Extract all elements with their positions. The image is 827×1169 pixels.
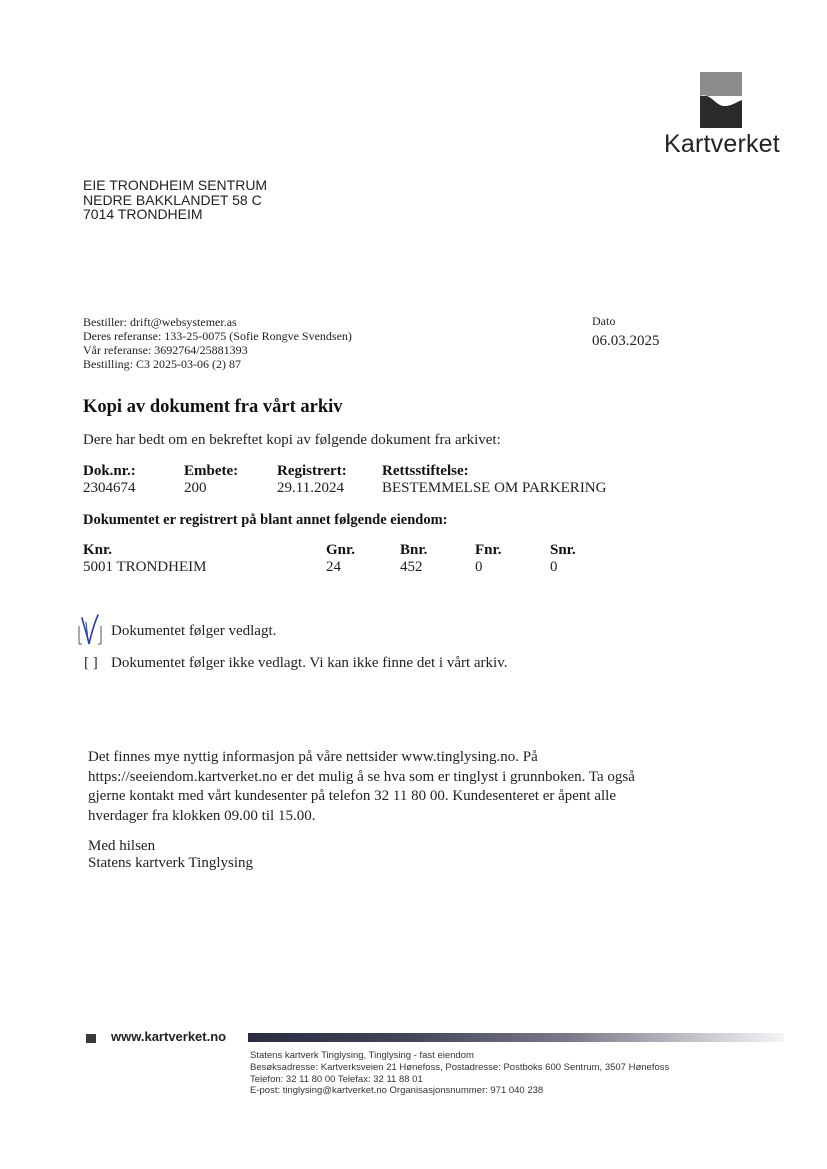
- footer-square-icon: [86, 1034, 96, 1043]
- footer-gradient-bar: [248, 1033, 784, 1042]
- closing-block: [88, 838, 253, 872]
- municipality-column: [83, 542, 206, 576]
- office-label: Embete:: [184, 463, 239, 479]
- recipient-address: [83, 178, 267, 222]
- footer-contact-info: [250, 1050, 669, 1097]
- closing-greeting: Med hilsen: [88, 838, 156, 854]
- footer-line: Telefon: 32 11 80 00 Telefax: 32 11 88 01: [250, 1073, 423, 1085]
- date-value: 06.03.2025: [592, 333, 660, 349]
- fnr-label: Fnr.: [475, 542, 502, 558]
- bnr-value: 452: [400, 559, 423, 575]
- right-type-value: BESTEMMELSE OM PARKERING: [382, 480, 607, 496]
- kartverket-logo: [660, 70, 790, 160]
- footer-line: Besøksadresse: Kartverksveien 21 Hønefoss, Postadresse: Postboks 600 Sentrum, 3507 Hønefoss: [250, 1061, 670, 1073]
- address-line: NEDRE BAKKLANDET 58 C: [83, 191, 262, 208]
- date-block: [592, 314, 660, 350]
- not-attached-option-text: Dokumentet følger ikke vedlagt. Vi kan ikke finne det i vårt arkiv.: [111, 655, 508, 671]
- info-line: hverdager fra klokken 09.00 til 15.00.: [88, 807, 316, 824]
- info-line: https://seeiendom.kartverket.no er det mulig å se hva som er tinglyst i grunnboken. Ta også: [88, 768, 635, 785]
- attached-option-text: Dokumentet følger vedlagt.: [111, 623, 277, 639]
- date-label: Dato: [592, 314, 616, 328]
- reference-line: Bestiller: drift@websystemer.as: [83, 315, 237, 329]
- office-column: [184, 463, 238, 497]
- not-attached-checkbox: [ ]: [84, 655, 98, 671]
- page-title: Kopi av dokument fra vårt arkiv: [83, 397, 343, 417]
- bnr-label: Bnr.: [400, 542, 428, 558]
- footer-url: www.kartverket.no: [111, 1029, 227, 1044]
- fnr-column: [475, 542, 502, 576]
- reference-line: Bestilling: C3 2025-03-06 (2) 87: [83, 357, 241, 371]
- reference-line: Deres referanse: 133-25-0075 (Sofie Rongve Svendsen): [83, 329, 352, 343]
- fnr-value: 0: [475, 559, 483, 575]
- footer-line: E-post: tinglysing@kartverket.no Organisasjonsnummer: 971 040 238: [250, 1085, 544, 1097]
- snr-column: [550, 542, 576, 576]
- municipality-value: 5001 TRONDHEIM: [83, 559, 207, 575]
- gnr-value: 24: [326, 559, 341, 575]
- gnr-column: [326, 542, 355, 576]
- reference-block: [83, 315, 352, 371]
- right-type-label: Rettsstiftelse:: [382, 463, 469, 479]
- gnr-label: Gnr.: [326, 542, 356, 558]
- address-line: 7014 TRONDHEIM: [83, 206, 203, 222]
- registered-label: Registrert:: [277, 463, 347, 479]
- logo-text: Kartverket: [664, 130, 780, 158]
- doc-number-value: 2304674: [83, 480, 136, 496]
- property-heading: Dokumentet er registrert på blant annet følgende eiendom:: [83, 512, 448, 528]
- address-line: EIE TRONDHEIM SENTRUM: [83, 177, 268, 193]
- reference-line: Vår referanse: 3692764/25881393: [83, 343, 248, 357]
- office-value: 200: [184, 480, 207, 496]
- footer-line: Statens kartverk Tinglysing, Tinglysing - fast eiendom: [250, 1050, 474, 1061]
- snr-label: Snr.: [550, 542, 576, 558]
- info-paragraph: [88, 748, 688, 826]
- info-line: gjerne kontakt med vårt kundesenter på telefon 32 11 80 00. Kundesenteret er åpent alle: [88, 788, 617, 804]
- handwritten-check-icon: [78, 612, 106, 648]
- municipality-label: Knr.: [83, 542, 113, 558]
- doc-number-column: [83, 463, 136, 497]
- closing-sender: Statens kartverk Tinglysing: [88, 855, 254, 871]
- intro-text: Dere har bedt om en bekreftet kopi av følgende dokument fra arkivet:: [83, 432, 501, 448]
- doc-number-label: Dok.nr.:: [83, 463, 136, 479]
- bnr-column: [400, 542, 427, 576]
- registered-column: [277, 463, 347, 497]
- kartverket-logo-icon: [700, 72, 742, 128]
- snr-value: 0: [550, 559, 558, 575]
- info-line: Det finnes mye nyttig informasjon på våre nettsider www.tinglysing.no. På: [88, 749, 538, 765]
- right-type-column: [382, 463, 606, 497]
- registered-value: 29.11.2024: [277, 480, 344, 496]
